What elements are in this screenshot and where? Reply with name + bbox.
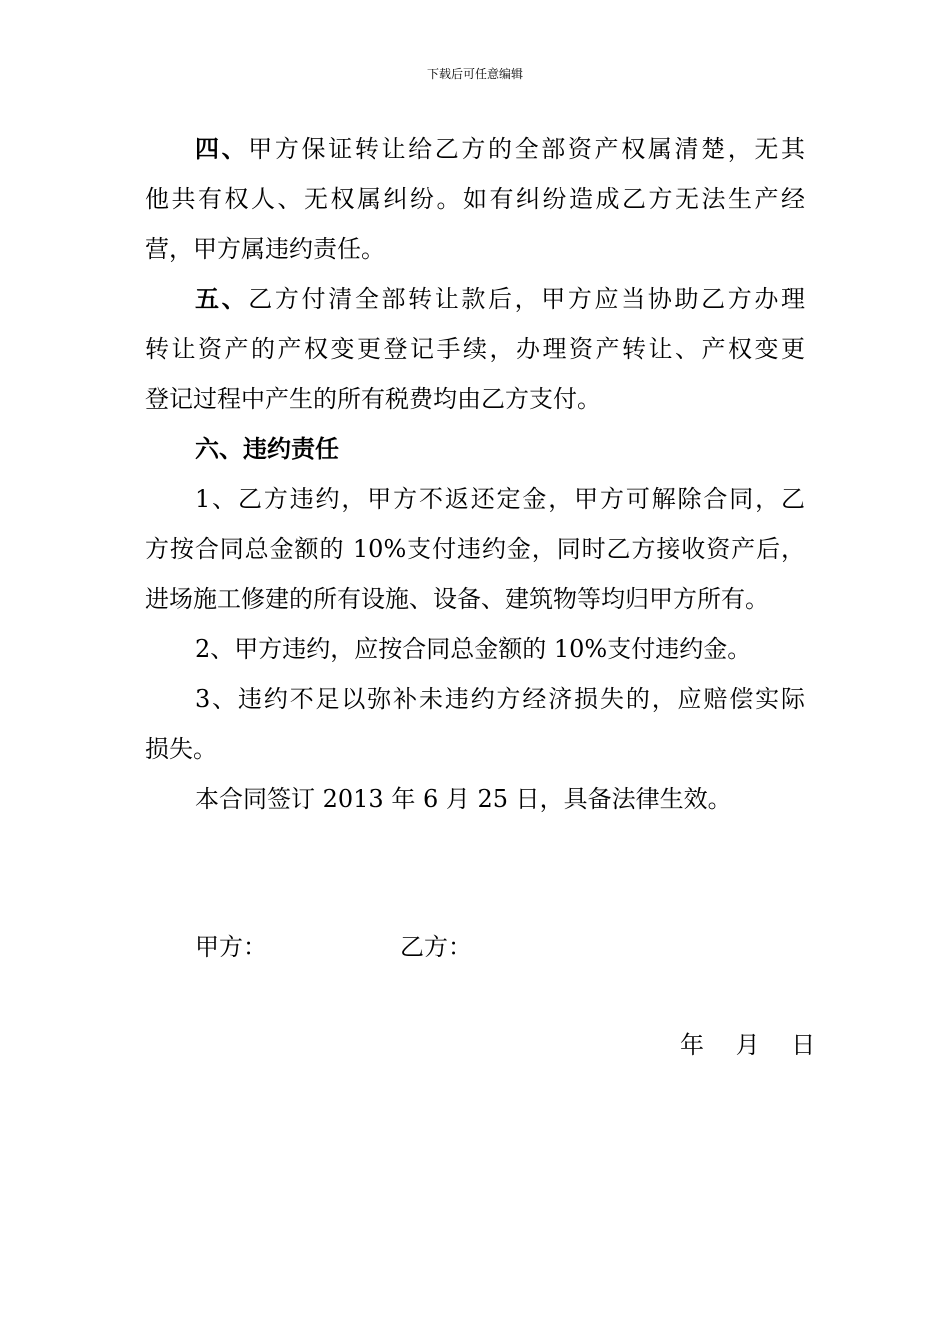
clause-4-line-3: 营，甲方属违约责任。 [145,235,385,263]
date-day: 日 [791,1031,816,1059]
clause-5-line-2: 转让资产的产权变更登记手续，办理资产转让、产权变更 [145,335,805,363]
clause-5-line-1: 五、乙方付清全部转让款后，甲方应当协助乙方办理 [195,284,806,313]
signature-date [680,1030,815,1060]
date-month: 月 [735,1031,760,1059]
signature-party-a: 甲方： [195,933,267,961]
date-year: 年 [680,1031,704,1059]
clause-6-item-3-line-2: 损失。 [145,735,217,763]
signature-party-b: 乙方： [400,933,472,961]
clause-4-line-2: 他共有权人、无权属纠纷。如有纠纷造成乙方无法生产经 [145,185,805,213]
clause-6-item-1-line-3: 进场施工修建的所有设施、设备、建筑物等均归甲方所有。 [145,585,769,613]
clause-6-item-1-line-1: 1、乙方违约，甲方不返还定金，甲方可解除合同，乙 [195,485,805,513]
clause-6-title: 六、违约责任 [195,434,339,463]
clause-4-line-1: 四、甲方保证转让给乙方的全部资产权属清楚，无其 [195,134,806,163]
clause-4-label: 四、 [195,134,249,163]
clause-5-label: 五、 [195,284,249,313]
clause-6-item-1-line-2: 方按合同总金额的 10%支付违约金，同时乙方接收资产后， [145,535,805,563]
clause-5-line-3: 登记过程中产生的所有税费均由乙方支付。 [145,385,601,413]
clause-6-item-2: 2、甲方违约，应按合同总金额的 10%支付违约金。 [195,635,752,663]
effective-date-statement: 本合同签订 2013 年 6 月 25 日，具备法律生效。 [195,785,732,813]
clause-6-item-3-line-1: 3、违约不足以弥补未违约方经济损失的，应赔偿实际 [195,685,805,713]
page-header: 下载后可任意编辑 [426,67,523,81]
